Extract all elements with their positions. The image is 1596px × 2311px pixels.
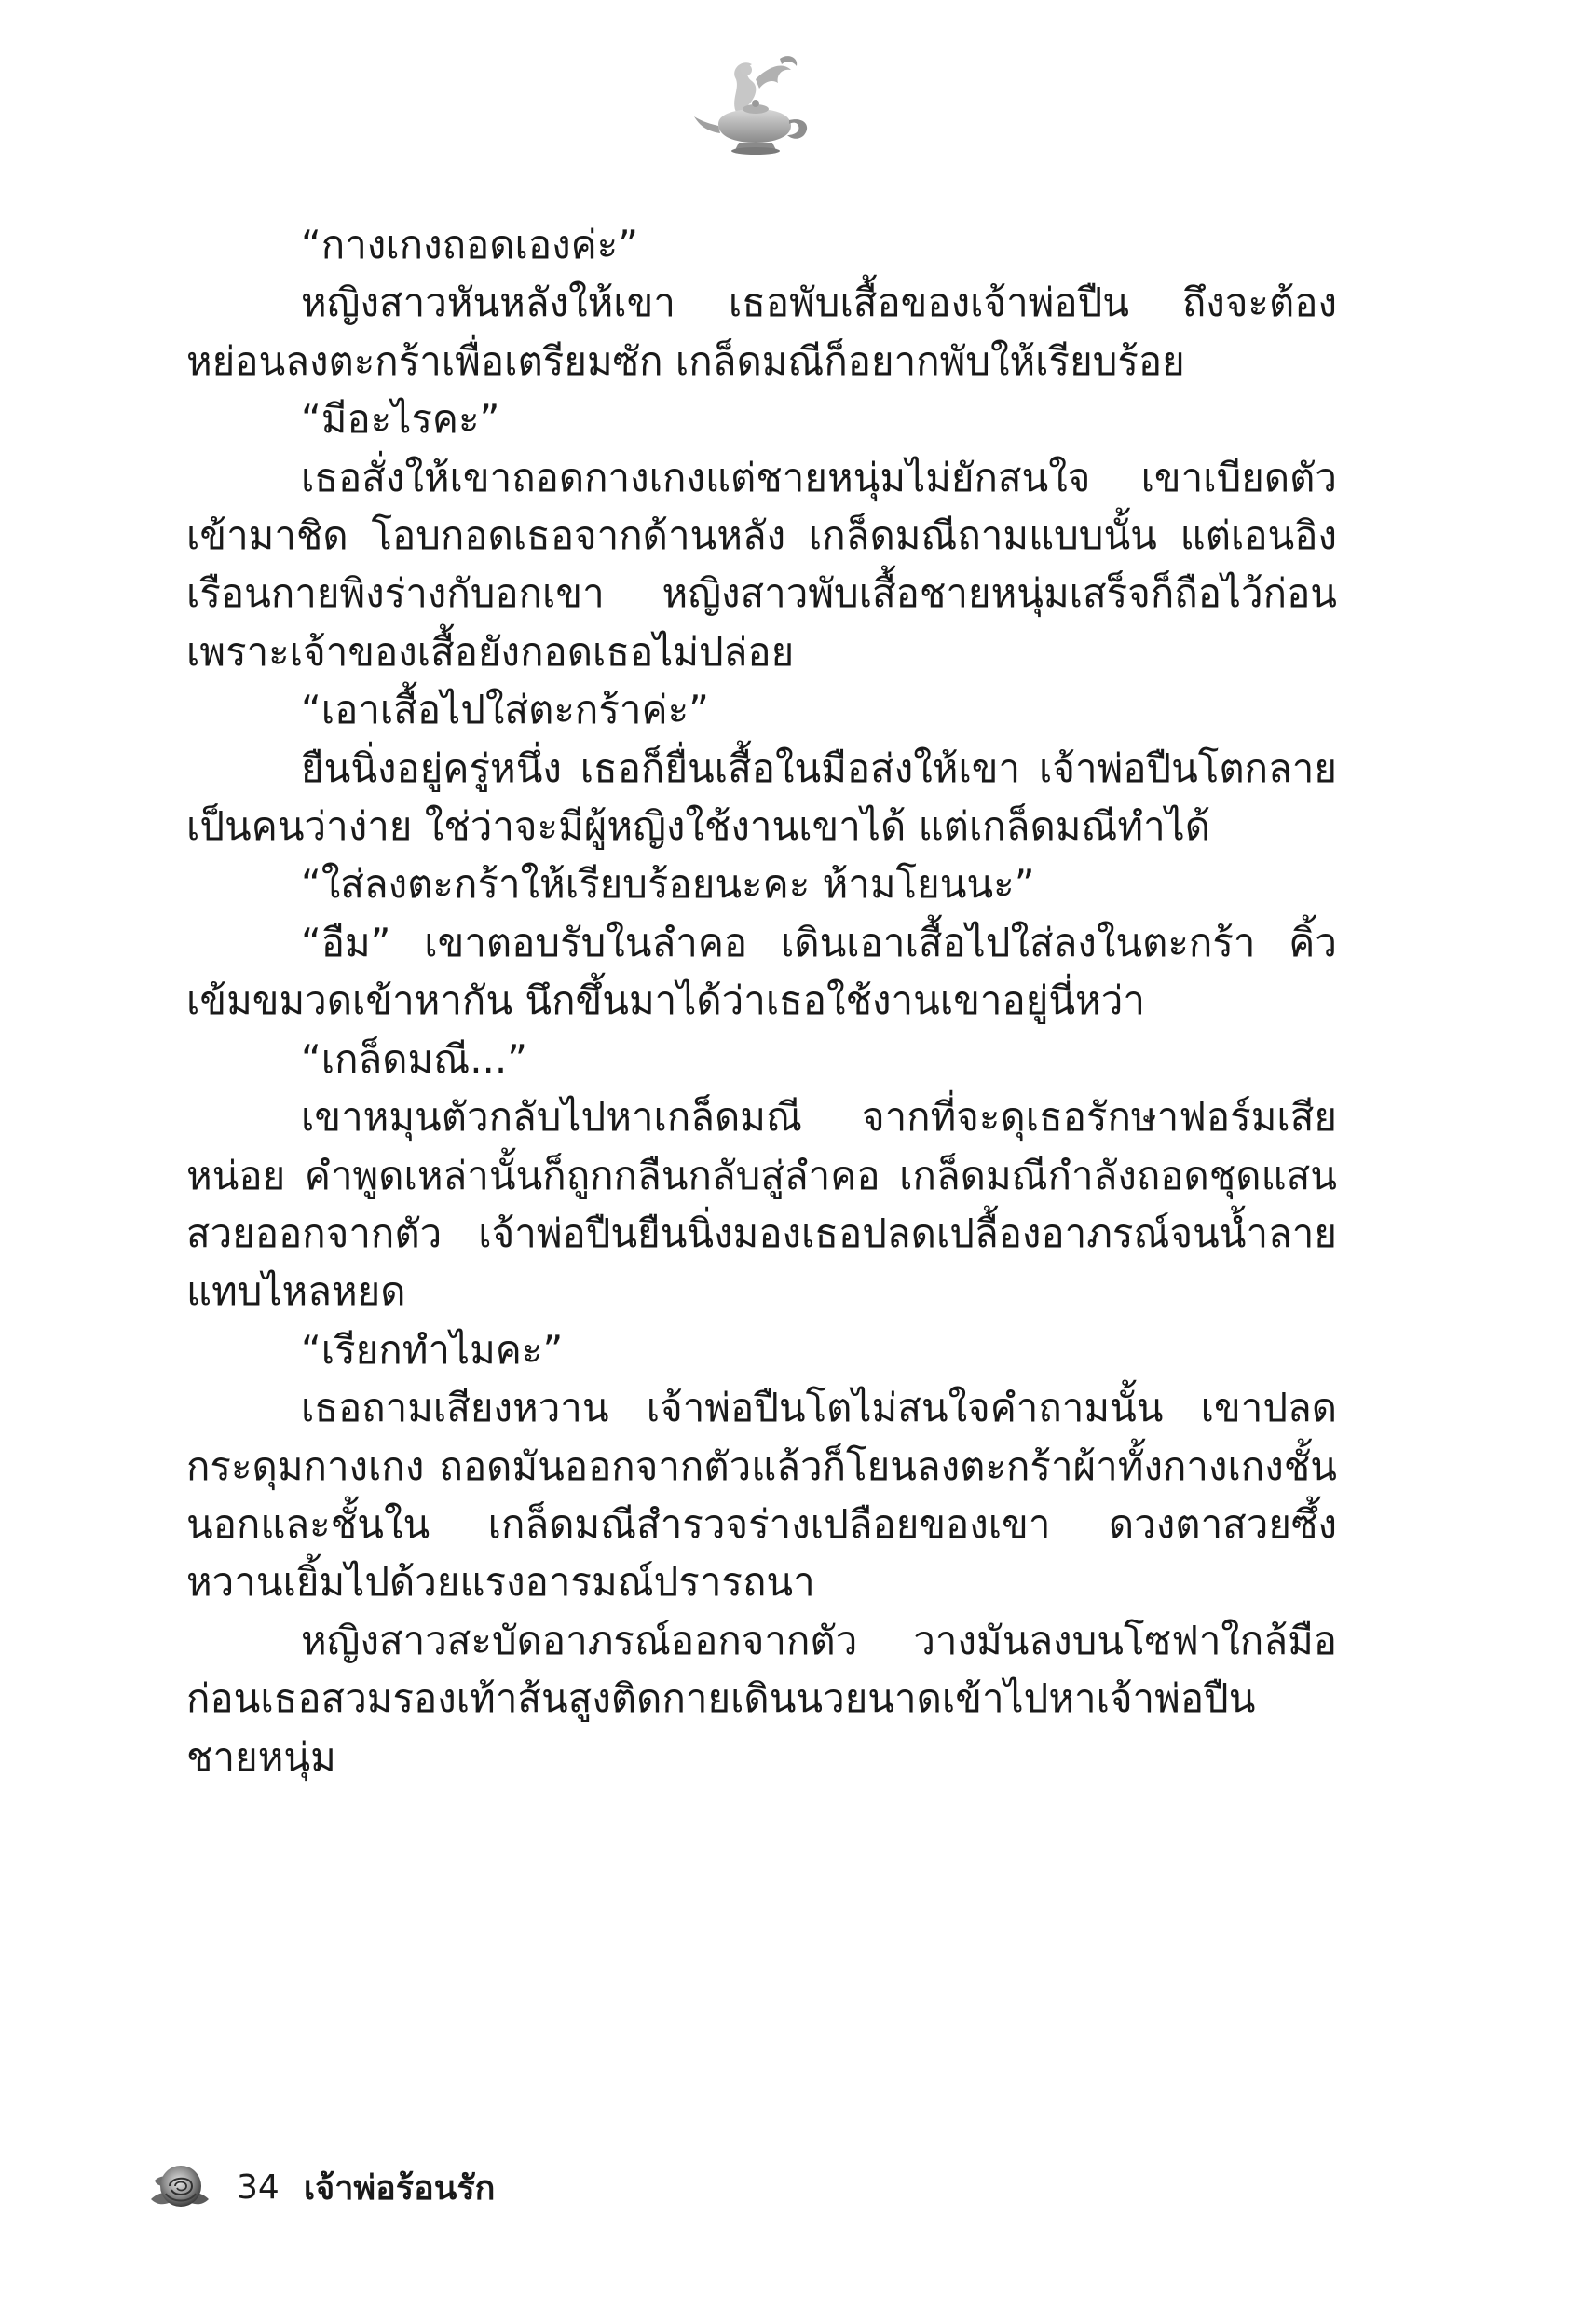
paragraph: “อืม” เขาตอบรับในลำคอ เดินเอาเสื้อไปใส่ลงในตะกร้า คิ้วเข้มขมวดเข้าหากัน นึกขึ้นมาได้ว่าเธอใช้งานเขาอยู่นี่หว่า xyxy=(186,919,1337,1024)
paragraph: “มีอะไรคะ” xyxy=(301,396,500,443)
paragraph: ยืนนิ่งอยู่ครู่หนึ่ง เธอก็ยื่นเสื้อในมือส่งให้เขา เจ้าพ่อปืนโตกลายเป็นคนว่าง่าย ใช่ว่าจะมีผู้หญิงใช้งานเขาได้ แต่เกล็ดมณีทำได้ xyxy=(186,745,1337,850)
rose-icon xyxy=(147,2158,212,2216)
paragraph: เธอถามเสียงหวาน เจ้าพ่อปืนโตไม่สนใจคำถามนั้น เขาปลดกระดุมกางเกง ถอดมันออกจากตัวแล้วก็โยนลงตะกร้าผ้าทั้งกางเกงชั้นนอกและชั้นใน เกล็ดมณีสำรวจร่างเปลือยของเขา ดวงตาสวยซึ้งหวานเยิ้มไปด้วยแรงอารมณ์ปรารถนา xyxy=(186,1385,1337,1606)
book-title: เจ้าพ่อร้อนรัก xyxy=(303,2168,496,2208)
paragraph: “กางเกงถอดเองค่ะ” xyxy=(301,222,639,267)
paragraph: เขาหมุนตัวกลับไปหาเกล็ดมณี จากที่จะดุเธอรักษาฟอร์มเสียหน่อย คำพูดเหล่านั้นก็ถูกกลืนกลับสู่ลำคอ เกล็ดมณีกำลังถอดชุดแสนสวยออกจากตัว เจ้าพ่อปืนยืนนิ่งมองเธอปลดเปลื้องอาภรณ์จนน้ำลายแทบไหลหยด xyxy=(186,1094,1337,1315)
paragraph: หญิงสาวหันหลังให้เขา เธอพับเสื้อของเจ้าพ่อปืน ถึงจะต้องหย่อนลงตะกร้าเพื่อเตรียมซัก เกล็ดมณีก็อยากพับให้เรียบร้อย xyxy=(186,280,1337,384)
paragraph: เธอสั่งให้เขาถอดกางเกงแต่ชายหนุ่มไม่ยักสนใจ เขาเบียดตัวเข้ามาชิด โอบกอดเธอจากด้านหลัง เกล็ดมณีถามแบบนั้น แต่เอนอิงเรือนกายพิงร่างกับอกเขา หญิงสาวพับเสื้อชายหนุ่มเสร็จก็ถือไว้ก่อนเพราะเจ้าของเสื้อยังกอดเธอไม่ปล่อย xyxy=(186,454,1337,675)
paragraph: “เกล็ดมณี...” xyxy=(301,1035,528,1082)
paragraph: “ใส่ลงตะกร้าให้เรียบร้อยนะคะ ห้ามโยนนะ” xyxy=(301,861,1035,908)
paragraph: “เอาเสื้อไปใส่ตะกร้าค่ะ” xyxy=(301,687,709,733)
paragraph: หญิงสาวสะบัดอาภรณ์ออกจากตัว วางมันลงบนโซฟาใกล้มือก่อนเธอสวมรองเท้าส้นสูงติดกายเดินนวยนาดเข้าไปหาเจ้าพ่อปืน ชายหนุ่ม xyxy=(186,1617,1337,1780)
page-footer xyxy=(147,2154,495,2220)
paragraph: “เรียกทำไมคะ” xyxy=(301,1326,564,1373)
page-number: 34 xyxy=(237,2167,280,2207)
genie-lamp-icon xyxy=(690,51,821,158)
page-body xyxy=(186,216,1337,1786)
